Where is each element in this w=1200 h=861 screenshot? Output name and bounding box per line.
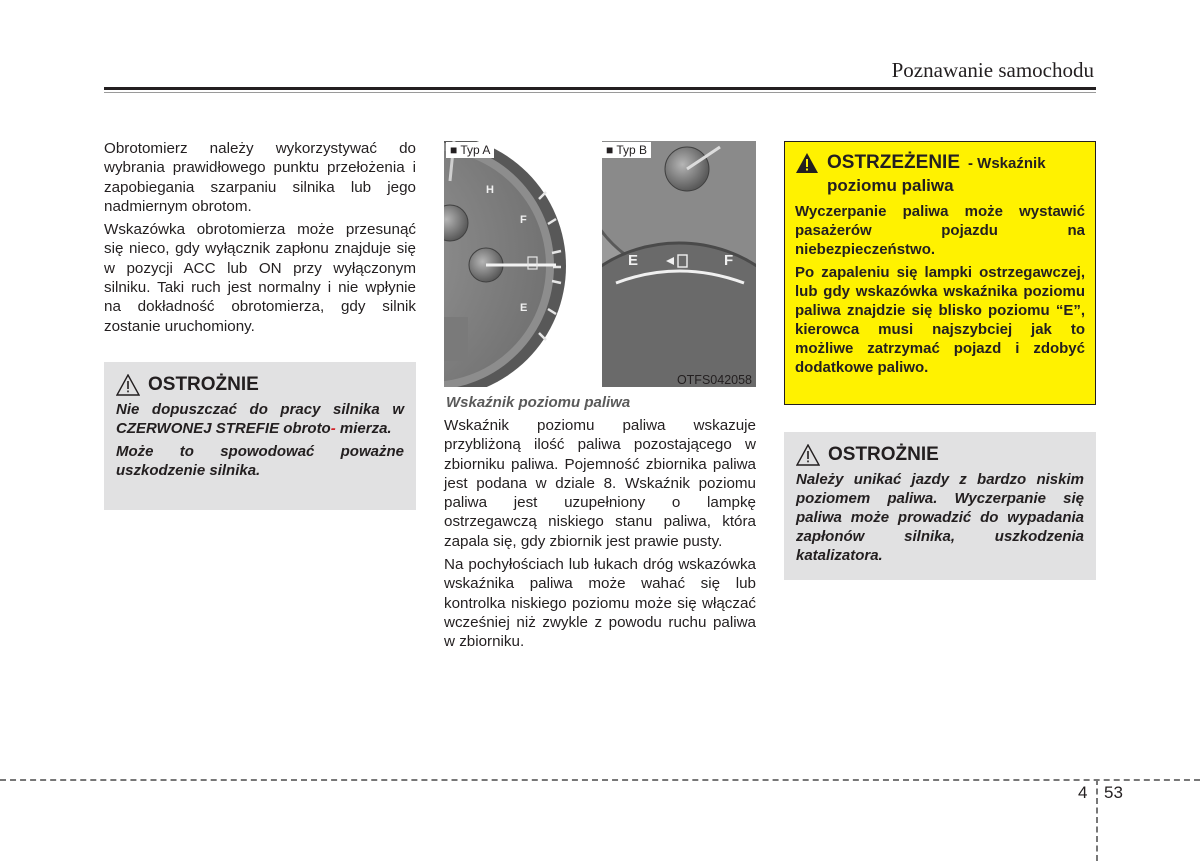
figure-label-type-b: ■ Typ B: [602, 142, 651, 158]
caution-body: [796, 470, 1084, 565]
gauge-mark: F: [724, 252, 734, 269]
caution-title-text: OSTROŻNIE: [828, 444, 939, 465]
caution-paragraph: Należy unikać jazdy z bardzo niskim poziomem paliwa. Wyczerpanie się paliwa może prowadzić do wypadania zapłonów silnika, uszkodzenia katalizatora.: [796, 471, 1084, 564]
footer-dashed-divider: [1096, 779, 1098, 861]
gauge-mark: F: [520, 214, 527, 226]
warning-paragraph: Po zapaleniu się lampki ostrzegawczej, lub gdy wskazówka wskaźnika poziomu paliwa znajdzie się blisko poziomu “E”, kierowca musi najszybciej jak to możliwe zatrzymać pojazd i zdobyć dodatkowe paliwo.: [795, 264, 1085, 376]
caution-title-text: OSTROŻNIE: [148, 374, 259, 395]
paragraph: Wskazówka obrotomierza może przesunąć się nieco, gdy wyłącznik zapłonu znajduje się w pozycji ACC lub ON przy wyłączonym silniku. Taki ruch jest normalny i nie wpłynie na dokładność obrotomierza, gdy silnik zostanie uruchomiony.: [104, 221, 416, 335]
warning-paragraph: Wyczerpanie paliwa może wystawić pasażerów pojazdu na niebezpieczeństwo.: [795, 203, 1085, 258]
caution-text: Nie dopuszczać do pracy silnika w CZERWONEJ STREFIE obroto: [116, 401, 404, 437]
warning-triangle-icon: [116, 374, 140, 396]
paragraph: Wskaźnik poziomu paliwa wskazuje przybliżoną ilość paliwa pozostającego w zbiorniku paliwa. Pojemność zbiornika paliwa jest podana w dziale 8. Wskaźnik poziomu paliwa jest uzupełniony o lampkę ostrzegawczą niskiego stanu paliwa, która zapala się, gdy zbiornik jest prawie pusty.: [444, 417, 756, 550]
warning-title-text: OSTRZEŻENIE: [827, 152, 961, 173]
footer-dashed-rule: [0, 779, 1200, 781]
page-number: 53: [1104, 783, 1123, 802]
gauge-mark: H: [486, 184, 494, 196]
figure-label-type-a: ■ Typ A: [446, 142, 494, 158]
caution-paragraph: Może to spowodować poważne uszkodzenie silnika.: [116, 443, 404, 479]
warning-box: [784, 141, 1096, 405]
warning-subtitle: - Wskaźnik: [968, 155, 1046, 172]
paragraph: Obrotomierz należy wykorzystywać do wybrania prawidłowego punktu przełożenia i zapobiegania szarpaniu silnika lub jego nadmiernym obrotom.: [104, 140, 416, 215]
caution-box-fuel: [784, 432, 1096, 580]
gauge-mark: E: [520, 302, 528, 314]
caution-box: [104, 362, 416, 510]
gauge-a: [444, 141, 598, 393]
header-rule-thin: [104, 92, 1096, 93]
caution-title: [116, 374, 404, 396]
warning-body: [795, 202, 1085, 377]
warning-triangle-icon: [796, 444, 820, 466]
fuel-gauge-illustration: [444, 141, 756, 393]
middle-column: [444, 416, 756, 656]
warning-title: [795, 152, 1085, 174]
header-rule: [104, 87, 1096, 90]
left-column: [104, 139, 416, 340]
running-header: Poznawanie samochodu: [891, 58, 1094, 82]
fuel-gauge-figure: [444, 141, 756, 393]
caution-body: [116, 400, 404, 480]
caution-text: mierza.: [339, 420, 392, 437]
hyphen-mark: -: [330, 420, 336, 437]
warning-subtitle-line2: poziomu paliwa: [827, 176, 954, 195]
caution-title: [796, 444, 1084, 466]
warning-triangle-icon: [795, 152, 819, 174]
paragraph: Na pochyłościach lub łukach dróg wskazówka wskaźnika paliwa może wahać się lub kontrolka niskiego poziomu może się włączać wcześniej niż zwykle z powodu ruchu paliwa w zbiorniku.: [444, 556, 756, 651]
caution-paragraph: [116, 400, 404, 438]
gauge-mark: E: [628, 252, 639, 269]
figure-caption: Wskaźnik poziomu paliwa: [446, 394, 631, 411]
figure-code: OTFS042058: [676, 373, 752, 387]
section-number: 4: [1078, 783, 1088, 802]
